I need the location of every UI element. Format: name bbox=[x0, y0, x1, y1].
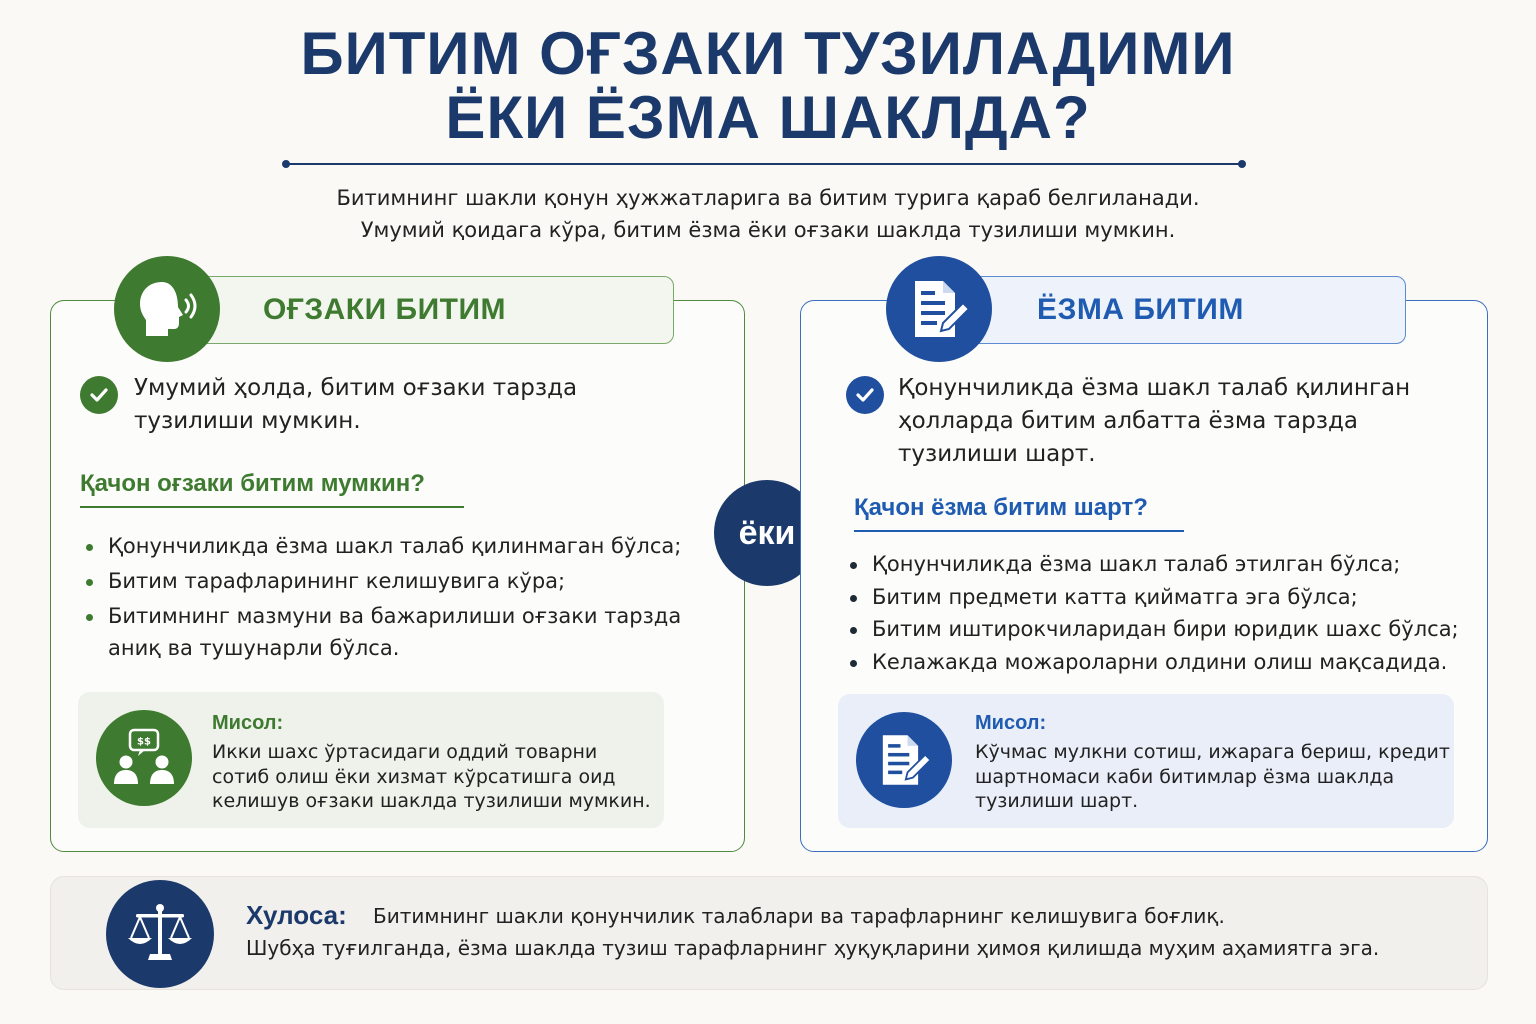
title-line-2: ЁКИ ЁЗМА ШАКЛДА? bbox=[445, 84, 1091, 151]
scales-icon bbox=[106, 880, 214, 988]
list-item: Битим иштирокчиларидан бири юридик шахс бўлса; bbox=[846, 613, 1466, 645]
check-icon bbox=[846, 376, 884, 414]
conclusion-box bbox=[50, 876, 1488, 990]
list-item: Битим предмети катта қийматга эга бўлса; bbox=[846, 581, 1466, 613]
title-line-1: БИТИМ ОҒЗАКИ ТУЗИЛАДИМИ bbox=[300, 20, 1236, 87]
oral-bullets bbox=[82, 530, 702, 667]
written-title: ЁЗМА БИТИМ bbox=[1037, 293, 1244, 326]
oral-example-title: Мисол: bbox=[212, 712, 284, 734]
intro-line-1: Битимнинг шакли қонун ҳужжатларига ва битим турига қараб белгиланади. bbox=[336, 186, 1200, 210]
oral-header bbox=[158, 276, 674, 344]
oral-question: Қачон оғзаки битим мумкин? bbox=[80, 470, 464, 508]
document-pen-icon bbox=[856, 712, 952, 808]
written-lead-text: Қонунчиликда ёзма шакл талаб қилинган ҳолларда битим албатта ёзма тарзда тузилиши шарт. bbox=[898, 375, 1411, 467]
written-header bbox=[930, 276, 1406, 344]
written-example-text: Кўчмас мулкни сотиш, ижарага бериш, кредит шартномаси каби битимлар ёзма шаклда тузилиши шарт. bbox=[975, 741, 1450, 812]
svg-text:$$: $$ bbox=[137, 736, 151, 748]
document-pen-icon bbox=[886, 256, 992, 362]
conclusion-line-1: Битимнинг шакли қонунчилик талаблари ва тарафларнинг келишувига боғлиқ. bbox=[373, 904, 1225, 928]
page-title bbox=[0, 22, 1536, 150]
speaking-head-icon bbox=[114, 256, 220, 362]
intro-line-2: Умумий қоидага кўра, битим ёзма ёки оғзаки шаклда тузилиши мумкин. bbox=[360, 218, 1176, 242]
list-item: Қонунчиликда ёзма шакл талаб этилган бўлса; bbox=[846, 548, 1466, 580]
check-icon bbox=[80, 376, 118, 414]
title-divider bbox=[286, 163, 1242, 165]
list-item: Қонунчиликда ёзма шакл талаб қилинмаган бўлса; bbox=[82, 530, 702, 562]
list-item: Битимнинг мазмуни ва бажарилиши оғзаки тарзда аниқ ва тушунарли бўлса. bbox=[82, 600, 702, 664]
oral-lead-text: Умумий ҳолда, битим оғзаки тарзда тузилиши мумкин. bbox=[134, 375, 578, 434]
people-chat-icon bbox=[96, 710, 192, 806]
conclusion-title: Хулоса: bbox=[246, 900, 347, 930]
intro-text bbox=[0, 182, 1536, 246]
written-bullets bbox=[846, 548, 1466, 678]
written-example-title: Мисол: bbox=[975, 712, 1047, 734]
conclusion-line-2: Шубҳа туғилганда, ёзма шаклда тузиш тарафларнинг ҳуқуқларини ҳимоя қилишда муҳим аҳамиятга эга. bbox=[246, 936, 1380, 960]
list-item: Битим тарафларининг келишувига кўра; bbox=[82, 565, 702, 597]
oral-example-text: Икки шахс ўртасидаги оддий товарни сотиб олиш ёки хизмат кўрсатишга оид келишув оғзаки шаклда тузилиши мумкин. bbox=[212, 741, 651, 812]
list-item: Келажакда можароларни олдини олиш мақсадида. bbox=[846, 646, 1466, 678]
or-label: ёки bbox=[738, 513, 796, 552]
written-question: Қачон ёзма битим шарт? bbox=[854, 494, 1184, 532]
oral-title: ОҒЗАКИ БИТИМ bbox=[263, 293, 507, 326]
